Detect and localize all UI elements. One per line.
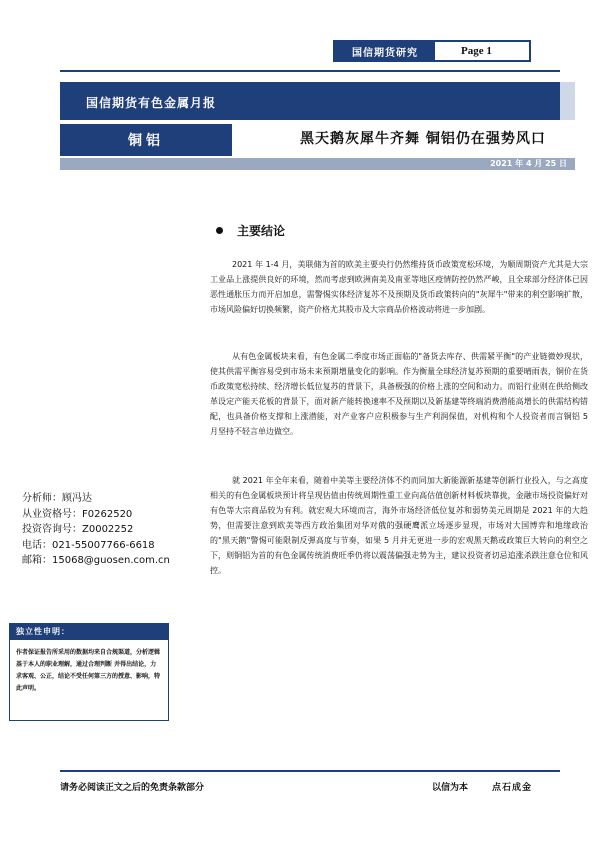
report-date: 2021 年 4 月 25 日 <box>60 158 575 170</box>
section-heading <box>216 222 285 239</box>
footer-slogan-2: 点石成金 <box>492 783 533 793</box>
bullet-icon <box>216 227 223 234</box>
section-title: 主要结论 <box>237 224 286 238</box>
analyst-contact <box>22 491 170 569</box>
title-band-accent <box>560 82 575 120</box>
consulting-number: 投资咨询号：Z0002252 <box>22 524 134 535</box>
declaration-body: 作者保证报告所采用的数据均来自合规渠道，分析逻辑基于本人的职业理解，通过合理判断 并得出结论，力求客观、公正，结论不受任何第三方的授意、影响，特此声明。 <box>16 649 161 692</box>
independence-declaration <box>9 623 169 721</box>
report-series-title: 国信期货有色金属月报 <box>86 96 217 110</box>
commodity-tag: 铜铝 <box>60 124 232 156</box>
phone-number: 电话：021-55007766-6618 <box>22 539 155 551</box>
paragraph-sector: 从有色金属板块来看，有色金属二季度市场正面临的"备货去库存、供需紧平衡"的产业链微妙现状，使其供需平衡容易受到市场未来预期增量变化的影响。作为衡量全球经济复苏预期的重要晴雨表，铜价在货币政策宽松持续、经济增长低位复苏的背景下，具备极强的价格上涨的空间和动力。而铝行业则在供给侧改革设定产能天花板的背景下，面对新产能转换速率不及预期以及新基建等终端消费潜能高增长的供需结构错配，也具备价格支撑和上涨潜能，对产业客户应积极参与生产利润保值，对机构和个人投资者而言铜铝 5 月坚持不轻言单边做空。 <box>210 352 588 436</box>
header-rule <box>60 70 560 72</box>
paragraph-macro: 2021 年 1-4 月，美联储为首的欧美主要央行仍然维持货币政策宽松环境，为顺周期资产尤其是大宗工业品上涨提供良好的环境，然而考虑到欧洲南美及南亚等地区疫情防控仍然严峻，且全球部分经济体已因恶性通胀压力而开启加息，需警惕实体经济复苏不及预期及货币政策转向的"灰犀牛"带来的利空影响扩散，市场风险偏好切换频繁，资产价格尤其股市及大宗商品价格波动将进一步加剧。 <box>210 260 588 314</box>
qualification-number: 从业资格号：F0262520 <box>22 508 133 520</box>
company-label: 国信期货研究 <box>335 42 435 60</box>
footer-disclaimer: 请务必阅读正文之后的免责条款部分 <box>60 783 205 793</box>
analyst-name: 分析师：顾冯达 <box>22 493 92 504</box>
page-label: Page 1 <box>461 45 492 57</box>
paragraph-outlook: 就 2021 年全年来看，随着中美等主要经济体不约而同加大新能源新基建等创新行业投入，与之高度相关的有色金属板块预计将呈现估值由传统周期性重工业向高估值创新材料板块靠拢，金融市场投资偏好对有色等大宗商品较为有利。就宏观大环境而言，海外市场经济低位复苏和弱势美元周期是 2021 年的大趋势，但需要注意到欧美等西方政治集团对华对俄的强硬鹰派立场逐步显现，市场对大国博弈和地缘政治的"黑天鹅"警惕可能限制反弹高度与节奏，如果 5 月并无更进一步的宏观黑天鹅或政策巨大转向的利空之下，则铜铝为首的有色金属传统消费旺季仍将以震荡偏强走势为主，建议投资者切忌追涨杀跌注意仓位和风控。 <box>210 476 588 575</box>
report-headline: 黑天鹅灰犀牛齐舞 铜铝仍在强势风口 <box>300 131 546 147</box>
declaration-title: 独立性申明： <box>10 624 168 640</box>
header-label-box <box>333 40 531 62</box>
email-address[interactable]: 邮箱：15068@guosen.com.cn <box>22 555 170 566</box>
footer-rule <box>60 770 560 772</box>
footer-slogan-1: 以信为本 <box>432 783 469 793</box>
